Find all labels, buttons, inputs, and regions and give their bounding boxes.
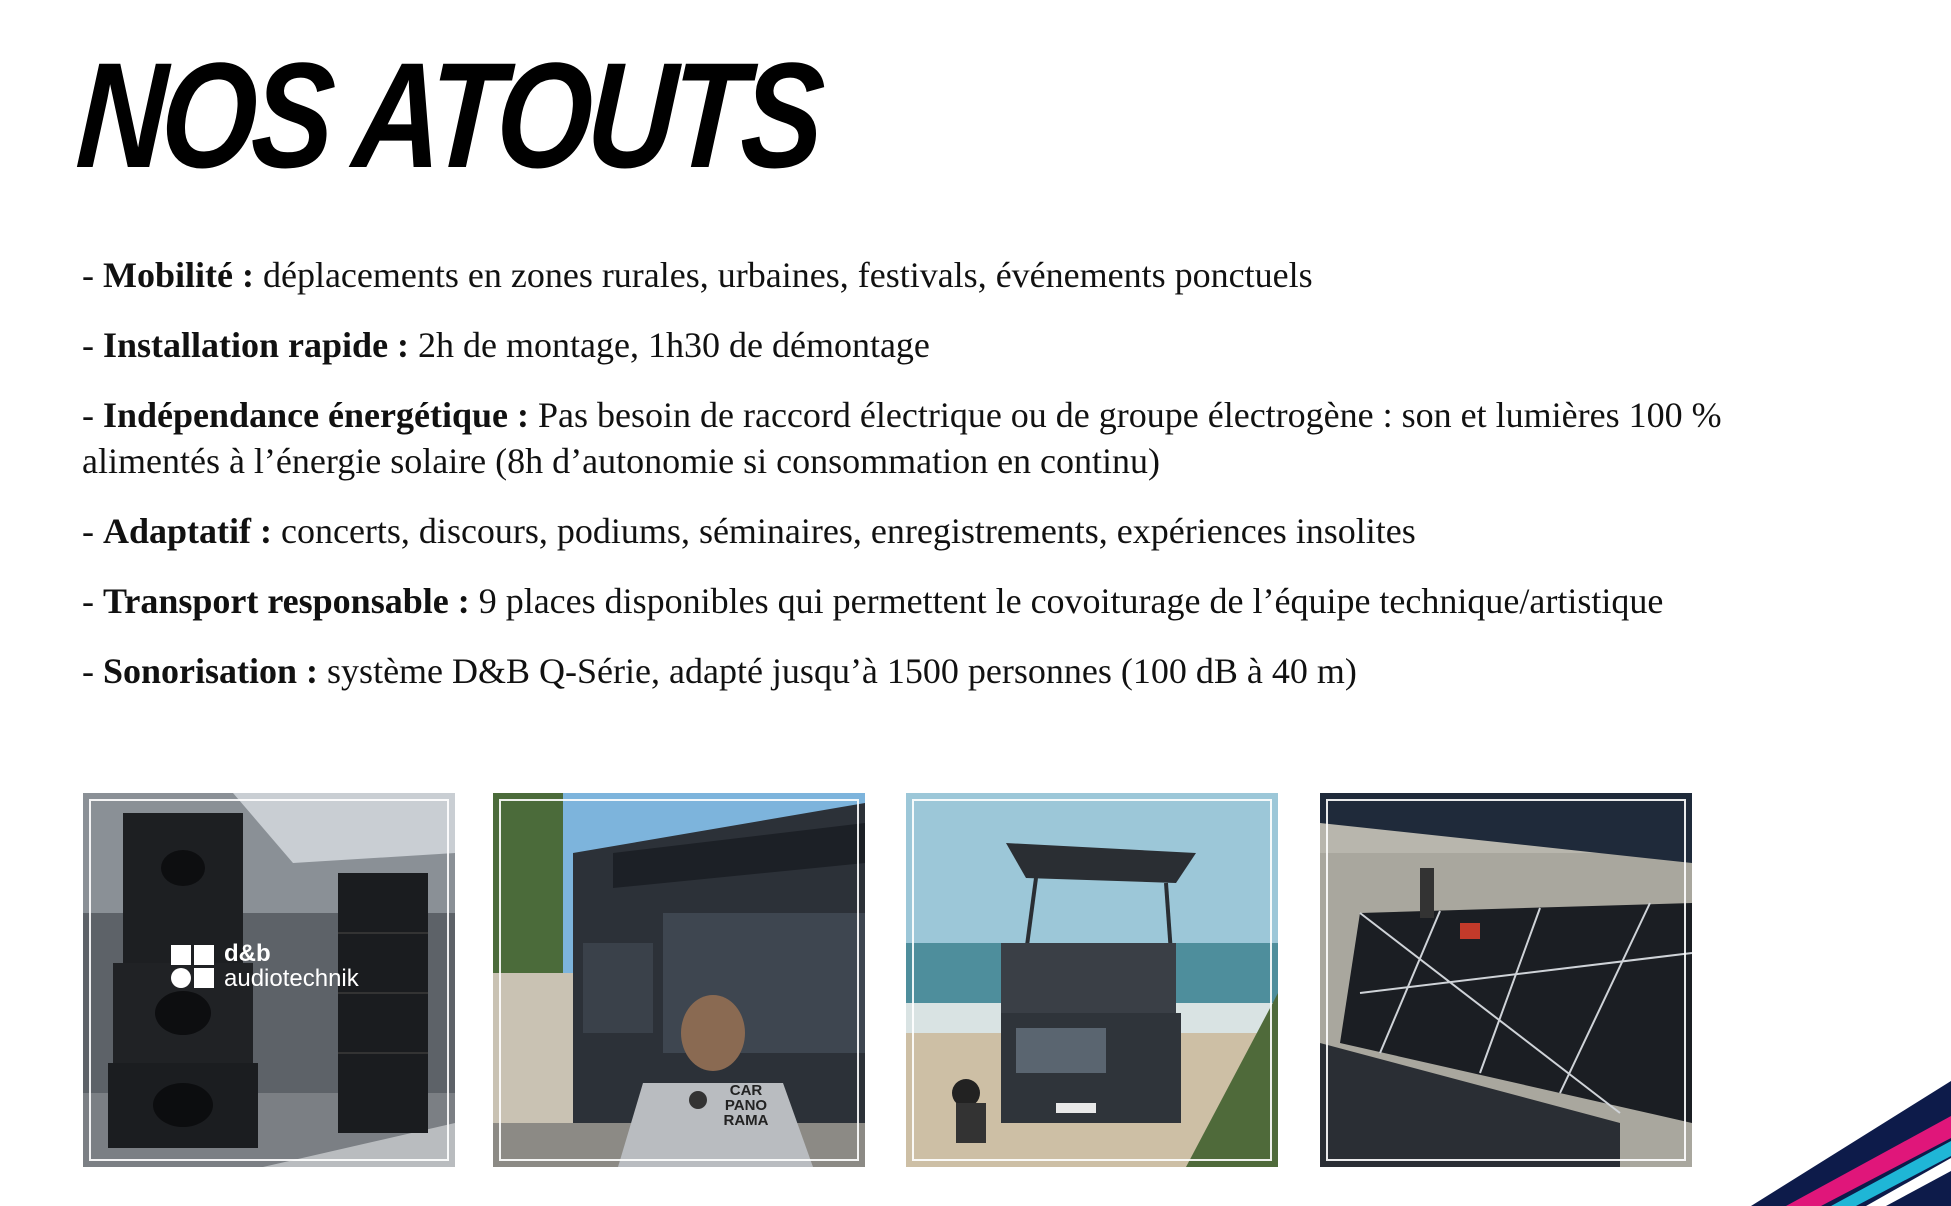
feature-mobilite: - Mobilité : déplacements en zones rurales, urbaines, festivals, événements ponctuels	[82, 255, 1313, 295]
feature-text: 2h de montage, 1h30 de démontage	[418, 325, 930, 365]
feature-text: concerts, discours, podiums, séminaires, enregistrements, expériences insolites	[281, 511, 1416, 551]
photo-speakers	[83, 793, 455, 1167]
photo-bus-beach	[906, 793, 1278, 1167]
feature-label: Sonorisation :	[103, 651, 319, 691]
shirt-print-carpanorama: CAR PANO RAMA	[723, 1082, 769, 1129]
page-title: NOS ATOUTS	[72, 31, 824, 199]
feature-adaptatif: - Adaptatif : concerts, discours, podiums, séminaires, enregistrements, expériences insolites	[82, 511, 1416, 551]
feature-transport: - Transport responsable : 9 places disponibles qui permettent le covoiturage de l’équipe technique/artistique	[82, 581, 1664, 621]
corner-stripes-decoration	[1691, 1046, 1951, 1206]
solar-stage-illustration	[1320, 793, 1692, 1167]
features-list	[82, 252, 1842, 718]
feature-text: Pas besoin de raccord électrique ou de groupe électrogène : son et lumières 100 % alimentés à l’énergie solaire (8h d’autonomie si consommation en continu)	[82, 395, 1722, 481]
feature-installation: - Installation rapide : 2h de montage, 1h30 de démontage	[82, 325, 930, 365]
feature-label: Adaptatif :	[103, 511, 272, 551]
feature-label: Indépendance énergétique :	[103, 395, 529, 435]
feature-text: déplacements en zones rurales, urbaines, festivals, événements ponctuels	[262, 255, 1313, 295]
bus-street-illustration	[493, 793, 865, 1167]
feature-label: Transport responsable :	[103, 581, 470, 621]
photo-bus-street	[493, 793, 865, 1167]
photo-solar-stage	[1320, 793, 1692, 1167]
logo-text-db: d&b	[224, 940, 271, 967]
bus-beach-illustration	[906, 793, 1278, 1167]
db-audiotechnik-logo	[171, 941, 359, 991]
feature-text: système D&B Q-Série, adapté jusqu’à 1500 personnes (100 dB à 40 m)	[327, 651, 1357, 691]
db-logo-squares-icon	[171, 945, 214, 988]
feature-text: 9 places disponibles qui permettent le covoiturage de l’équipe technique/artistique	[478, 581, 1664, 621]
logo-text-audiotechnik: audiotechnik	[224, 965, 359, 992]
feature-label: Mobilité :	[103, 255, 254, 295]
feature-independance: - Indépendance énergétique : Pas besoin de raccord électrique ou de groupe électrogène : son et lumières 100 % alimentés à l’énergie solaire (8h d’autonomie si consommation en continu)	[82, 395, 1722, 481]
feature-label: Installation rapide :	[103, 325, 410, 365]
feature-sonorisation: - Sonorisation : système D&B Q-Série, adapté jusqu’à 1500 personnes (100 dB à 40 m)	[82, 651, 1357, 691]
